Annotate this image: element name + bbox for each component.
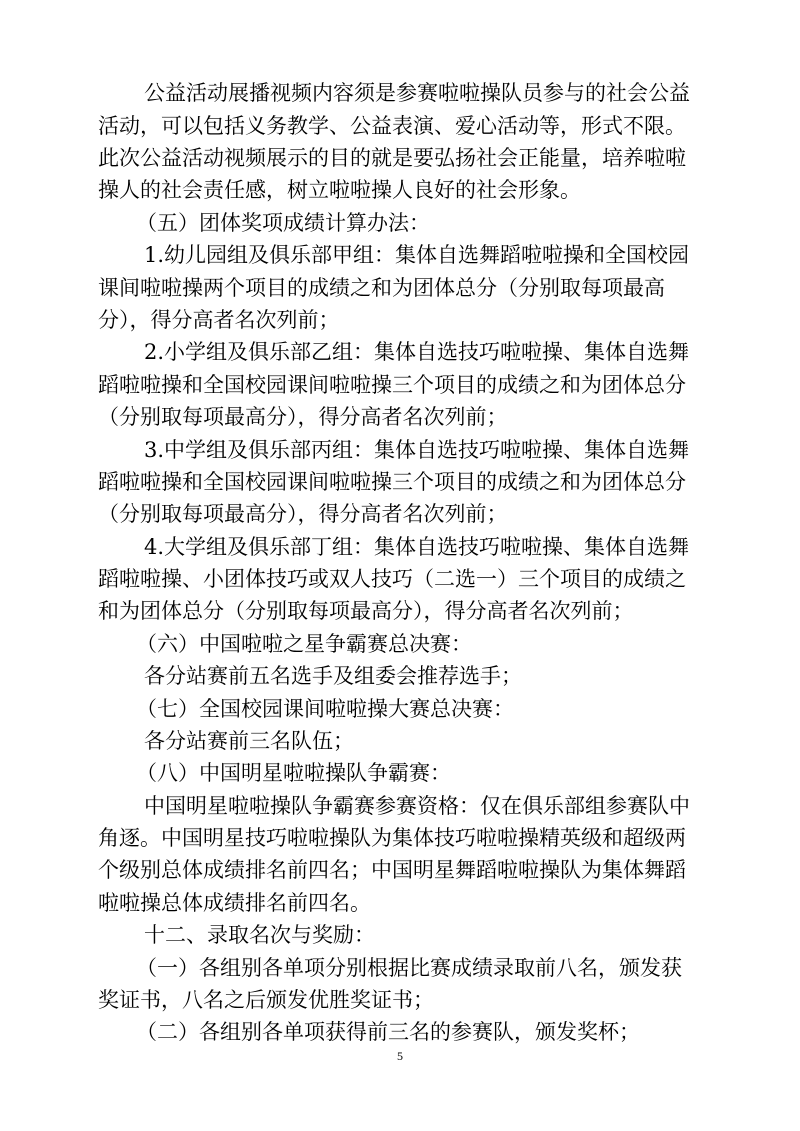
paragraph-line: 个级别总体成绩排名前四名；中国明星舞蹈啦啦操队为集体舞蹈 — [98, 858, 686, 882]
paragraph-line: 奖证书，八名之后颁发优胜奖证书； — [98, 988, 434, 1012]
paragraph-line: 角逐。中国明星技巧啦啦操队为集体技巧啦啦操精英级和超级两 — [98, 826, 686, 850]
paragraph-line: （二）各组别各单项获得前三名的参赛队，颁发奖杯； — [136, 1020, 640, 1044]
paragraph-line: 公益活动展播视频内容须是参赛啦啦操队员参与的社会公益 — [144, 81, 690, 105]
paragraph-line: 4.大学组及俱乐部丁组：集体自选技巧啦啦操、集体自选舞 — [144, 535, 690, 559]
paragraph-line: 1.幼儿园组及俱乐部甲组：集体自选舞蹈啦啦操和全国校园 — [144, 243, 690, 267]
paragraph-line: 各分站赛前五名选手及组委会推荐选手； — [144, 664, 522, 688]
paragraph-line: 和为团体总分（分别取每项最高分），得分高者名次列前； — [98, 599, 634, 623]
page-number: 5 — [397, 1049, 403, 1063]
paragraph-line: 课间啦啦操两个项目的成绩之和为团体总分（分别取每项最高 — [98, 276, 665, 300]
section-heading: （七）全国校园课间啦啦操大赛总决赛： — [136, 697, 514, 721]
section-heading: （五）团体奖项成绩计算办法： — [136, 211, 430, 235]
section-heading: 十二、录取名次与奖励： — [144, 923, 375, 947]
paragraph-line: 蹈啦啦操、小团体技巧或双人技巧（二选一）三个项目的成绩之 — [98, 567, 686, 591]
paragraph-line: 2.小学组及俱乐部乙组：集体自选技巧啦啦操、集体自选舞 — [144, 340, 690, 364]
paragraph-line: 各分站赛前三名队伍； — [144, 729, 354, 753]
paragraph-line: 此次公益活动视频展示的目的就是要弘扬社会正能量，培养啦啦 — [98, 146, 686, 170]
paragraph-line: 中国明星啦啦操队争霸赛参赛资格：仅在俱乐部组参赛队中 — [144, 794, 690, 818]
paragraph-line: （分别取每项最高分），得分高者名次列前； — [98, 405, 508, 429]
paragraph-line: 分），得分高者名次列前； — [98, 308, 340, 332]
section-heading: （六）中国啦啦之星争霸赛总决赛： — [136, 632, 472, 656]
paragraph-line: 蹈啦啦操和全国校园课间啦啦操三个项目的成绩之和为团体总分 — [98, 373, 686, 397]
paragraph-line: 蹈啦啦操和全国校园课间啦啦操三个项目的成绩之和为团体总分 — [98, 470, 686, 494]
paragraph-line: 3.中学组及俱乐部丙组：集体自选技巧啦啦操、集体自选舞 — [144, 438, 690, 462]
paragraph-line: 操人的社会责任感，树立啦啦操人良好的社会形象。 — [98, 178, 581, 202]
paragraph-line: （一）各组别各单项分别根据比赛成绩录取前八名，颁发获 — [136, 956, 682, 980]
section-heading: （八）中国明星啦啦操队争霸赛： — [136, 761, 451, 785]
paragraph-line: 啦啦操总体成绩排名前四名。 — [98, 891, 371, 915]
paragraph-line: 活动，可以包括义务教学、公益表演、爱心活动等，形式不限。 — [98, 114, 686, 138]
paragraph-line: （分别取每项最高分），得分高者名次列前； — [98, 502, 508, 526]
